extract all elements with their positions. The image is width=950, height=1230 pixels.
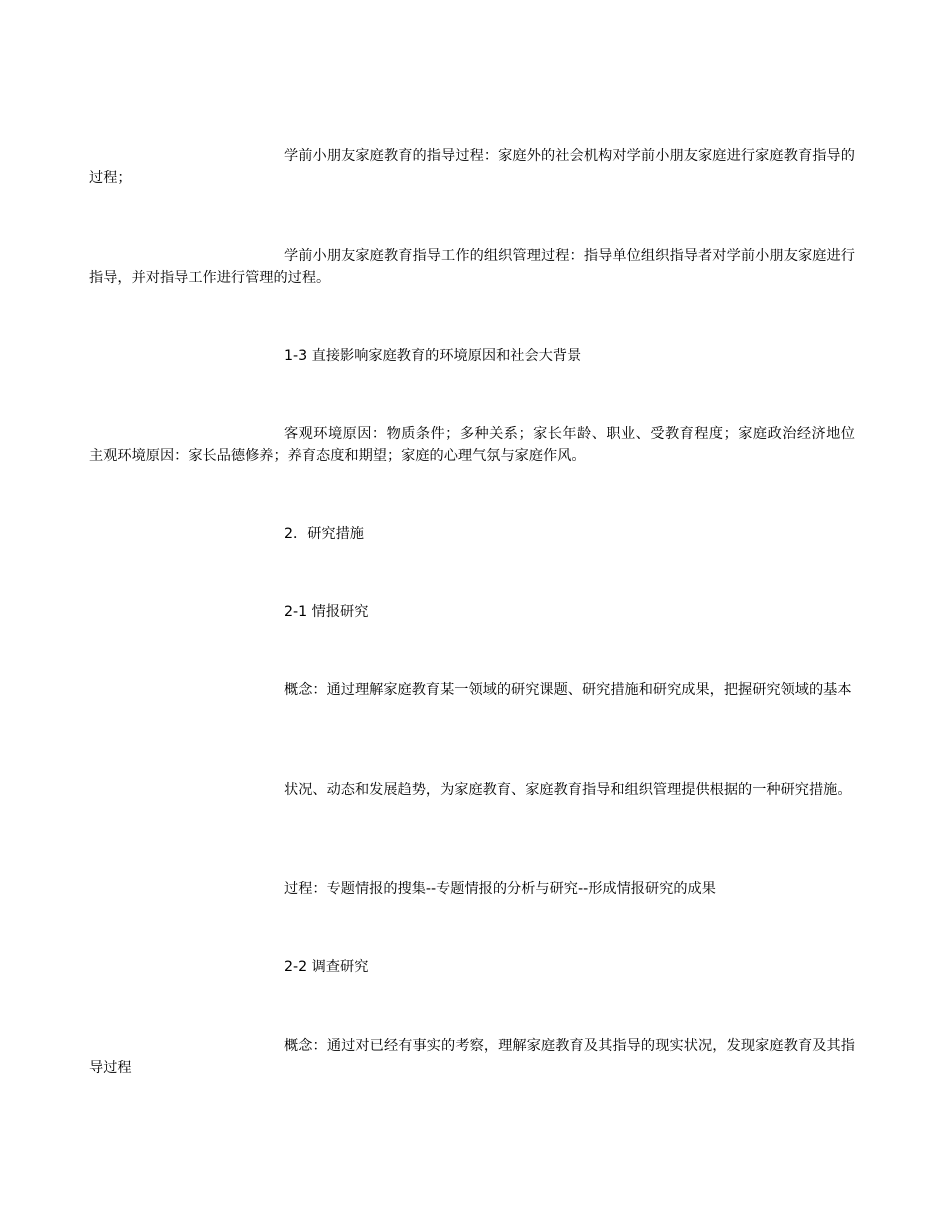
paragraph-management-process: 学前小朋友家庭教育指导工作的组织管理过程：指导单位组织指导者对学前小朋友家庭进行指导，并对指导工作进行管理的过程。 xyxy=(89,248,855,286)
heading-section-2-1: 2-1 情报研究 xyxy=(284,604,369,620)
heading-section-2: 2．研究措施 xyxy=(284,526,364,542)
paragraph-environment-factors: 客观环境原因：物质条件；多种关系；家长年龄、职业、受教育程度；家庭政治经济地位 主观环境原因：家长品德修养；养育态度和期望；家庭的心理气氛与家庭作风。 xyxy=(89,426,870,464)
paragraph-info-research-process: 过程：专题情报的搜集--专题情报的分析与研究--形成情报研究的成果 xyxy=(284,881,716,897)
heading-section-2-2: 2-2 调查研究 xyxy=(284,959,369,975)
paragraph-info-research-concept: 概念：通过理解家庭教育某一领域的研究课题、研究措施和研究成果，把握研究领域的基本 xyxy=(284,682,852,698)
paragraph-info-research-concept-cont: 状况、动态和发展趋势，为家庭教育、家庭教育指导和组织管理提供根据的一种研究措施。 xyxy=(284,782,852,798)
heading-section-1-3: 1-3 直接影响家庭教育的环境原因和社会大背景 xyxy=(284,348,582,364)
paragraph-survey-research-concept: 概念：通过对已经有事实的考察，理解家庭教育及其指导的现实状况，发现家庭教育及其指导过程 xyxy=(89,1038,855,1076)
paragraph-guidance-process: 学前小朋友家庭教育的指导过程：家庭外的社会机构对学前小朋友家庭进行家庭教育指导的过程； xyxy=(89,148,855,186)
